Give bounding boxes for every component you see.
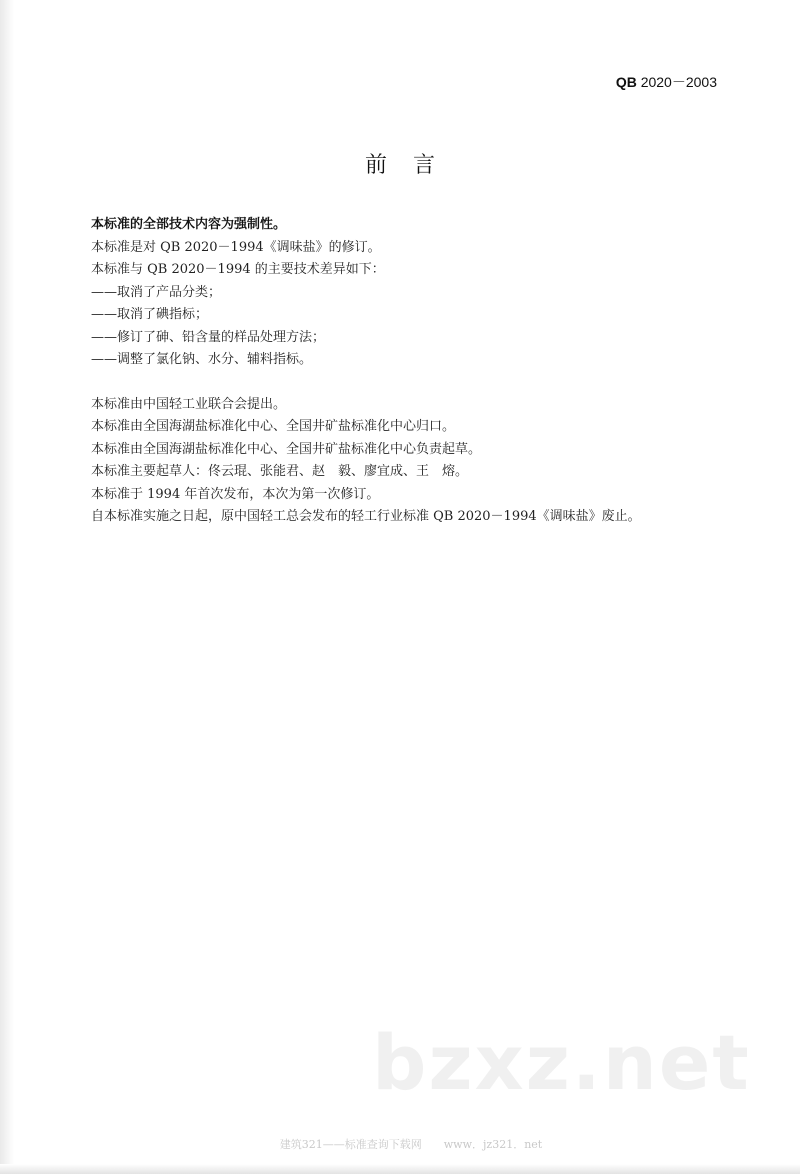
paragraph: 本标准由全国海湖盐标准化中心、全国井矿盐标准化中心负责起草。 (91, 441, 482, 457)
mandatory-statement: 本标准的全部技术内容为强制性。 (91, 217, 287, 232)
paragraph: 本标准于 1994 年首次发布，本次为第一次修订。 (91, 486, 380, 502)
page-title: 前言 (364, 153, 461, 178)
paragraph: 自本标准实施之日起，原中国轻工总会发布的轻工行业标准 QB 2020－1994《调味盐》废止。 (91, 509, 641, 524)
list-item: ——调整了氯化钠、水分、辅料指标。 (91, 352, 313, 367)
document-code-prefix: QB (615, 74, 637, 90)
page-edge (0, 1164, 800, 1174)
paragraph-gap (91, 372, 751, 394)
paragraph: 本标准是对 QB 2020－1994《调味盐》的修订。 (91, 239, 381, 255)
footer-source: 建筑321——标准查询下载网 www．jz321．net (279, 1138, 543, 1151)
paragraph: 本标准由全国海湖盐标准化中心、全国井矿盐标准化中心归口。 (91, 419, 456, 434)
list-item: ——取消了产品分类； (91, 284, 222, 300)
paragraph: 本标准由中国轻工业联合会提出。 (91, 396, 287, 412)
foreword-body (91, 214, 751, 529)
document-code (616, 72, 717, 92)
watermark: bzxz.net (372, 1018, 751, 1107)
document-code-number: 2020－2003 (640, 74, 717, 90)
list-item: ——取消了碘指标； (91, 307, 209, 322)
paragraph: 本标准与 QB 2020－1994 的主要技术差异如下： (91, 262, 385, 277)
paragraph: 本标准主要起草人：佟云琨、张能君、赵 毅、廖宜成、王 熔。 (91, 464, 469, 479)
list-item: ——修订了砷、铅含量的样品处理方法； (91, 329, 326, 345)
